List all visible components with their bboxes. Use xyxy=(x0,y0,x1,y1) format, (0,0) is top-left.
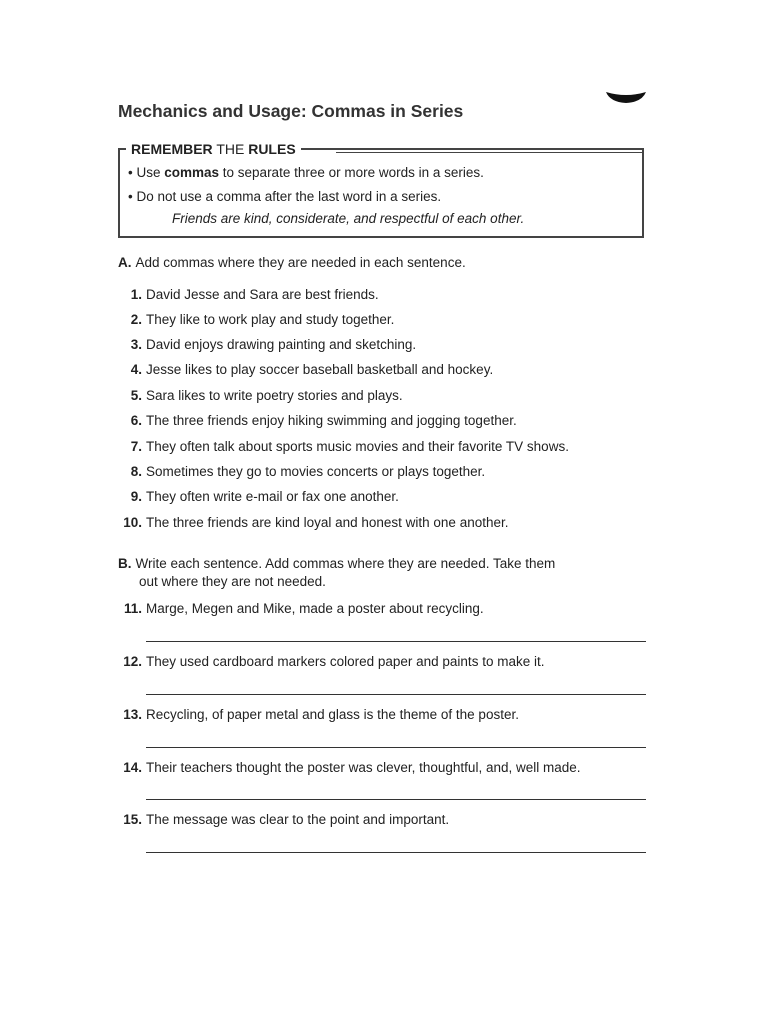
rules-header-the: THE xyxy=(216,141,245,157)
rule-1-keyword: commas xyxy=(164,165,220,180)
item-number: 3. xyxy=(130,337,142,352)
item-number: 14. xyxy=(123,760,142,775)
section-a-item xyxy=(116,515,508,530)
section-a-item xyxy=(116,312,394,327)
item-text: Recycling, of paper metal and glass is the theme of the poster. xyxy=(146,707,519,722)
item-text: Jesse likes to play soccer baseball basketball and hockey. xyxy=(146,362,494,377)
section-b-instruction-line2: out where they are not needed. xyxy=(139,574,326,589)
corner-tab-mark xyxy=(606,90,646,104)
item-text: David Jesse and Sara are best friends. xyxy=(146,287,379,302)
section-b-item xyxy=(116,812,449,827)
section-a-item xyxy=(116,337,416,352)
item-number: 7. xyxy=(130,439,142,454)
item-number: 11. xyxy=(123,601,142,616)
item-number: 4. xyxy=(130,362,142,377)
item-number: 6. xyxy=(130,413,142,428)
section-b-instruction: B. Write each sentence. Add commas where they are needed. Take them xyxy=(118,556,556,571)
rules-header-rule xyxy=(336,149,644,153)
rule-2: • Do not use a comma after the last word in a series. xyxy=(128,189,442,204)
item-number: 1. xyxy=(130,287,142,302)
item-number: 15. xyxy=(123,812,142,827)
section-a-item xyxy=(116,287,379,302)
rules-header xyxy=(126,141,301,157)
answer-line[interactable] xyxy=(146,641,646,642)
item-text: They used cardboard markers colored paper and paints to make it. xyxy=(146,654,545,669)
section-b-item xyxy=(116,601,484,616)
rule-example: Friends are kind, considerate, and respectful of each other. xyxy=(172,211,525,226)
answer-line[interactable] xyxy=(146,694,646,695)
rule-1: • Use commas to separate three or more words in a series. xyxy=(128,165,484,180)
section-a-item xyxy=(116,388,403,403)
item-text: They often write e-mail or fax one another. xyxy=(146,489,399,504)
item-text: They like to work play and study together. xyxy=(146,312,395,327)
section-a-item xyxy=(116,413,517,428)
section-a-item xyxy=(116,362,493,377)
answer-line[interactable] xyxy=(146,799,646,800)
item-number: 10. xyxy=(123,515,142,530)
section-b-item xyxy=(116,760,581,775)
section-b-item xyxy=(116,707,519,722)
section-a-instruction: A. Add commas where they are needed in each sentence. xyxy=(118,255,466,270)
item-number: 5. xyxy=(130,388,142,403)
item-text: Sara likes to write poetry stories and plays. xyxy=(146,388,403,403)
item-text: The three friends enjoy hiking swimming and jogging together. xyxy=(146,413,517,428)
item-text: David enjoys drawing painting and sketching. xyxy=(146,337,417,352)
section-a-item xyxy=(116,464,485,479)
answer-line[interactable] xyxy=(146,852,646,853)
item-number: 13. xyxy=(123,707,142,722)
item-text: Sometimes they go to movies concerts or plays together. xyxy=(146,464,486,479)
section-b-letter: B. xyxy=(118,556,132,571)
page-title: Mechanics and Usage: Commas in Series xyxy=(118,101,464,121)
rules-header-remember: REMEMBER xyxy=(131,141,213,157)
section-a-item xyxy=(116,489,399,504)
item-number: 9. xyxy=(130,489,142,504)
item-number: 2. xyxy=(130,312,142,327)
rules-header-rules: RULES xyxy=(248,141,296,157)
section-b-item xyxy=(116,654,544,669)
item-text: They often talk about sports music movies and their favorite TV shows. xyxy=(146,439,569,454)
item-number: 12. xyxy=(123,654,142,669)
item-text: The three friends are kind loyal and honest with one another. xyxy=(146,515,509,530)
item-text: Their teachers thought the poster was clever, thoughtful, and, well made. xyxy=(146,760,581,775)
answer-line[interactable] xyxy=(146,747,646,748)
item-text: The message was clear to the point and important. xyxy=(146,812,450,827)
item-text: Marge, Megen and Mike, made a poster about recycling. xyxy=(146,601,484,616)
section-a-item xyxy=(116,439,569,454)
section-a-letter: A. xyxy=(118,255,132,270)
item-number: 8. xyxy=(130,464,142,479)
